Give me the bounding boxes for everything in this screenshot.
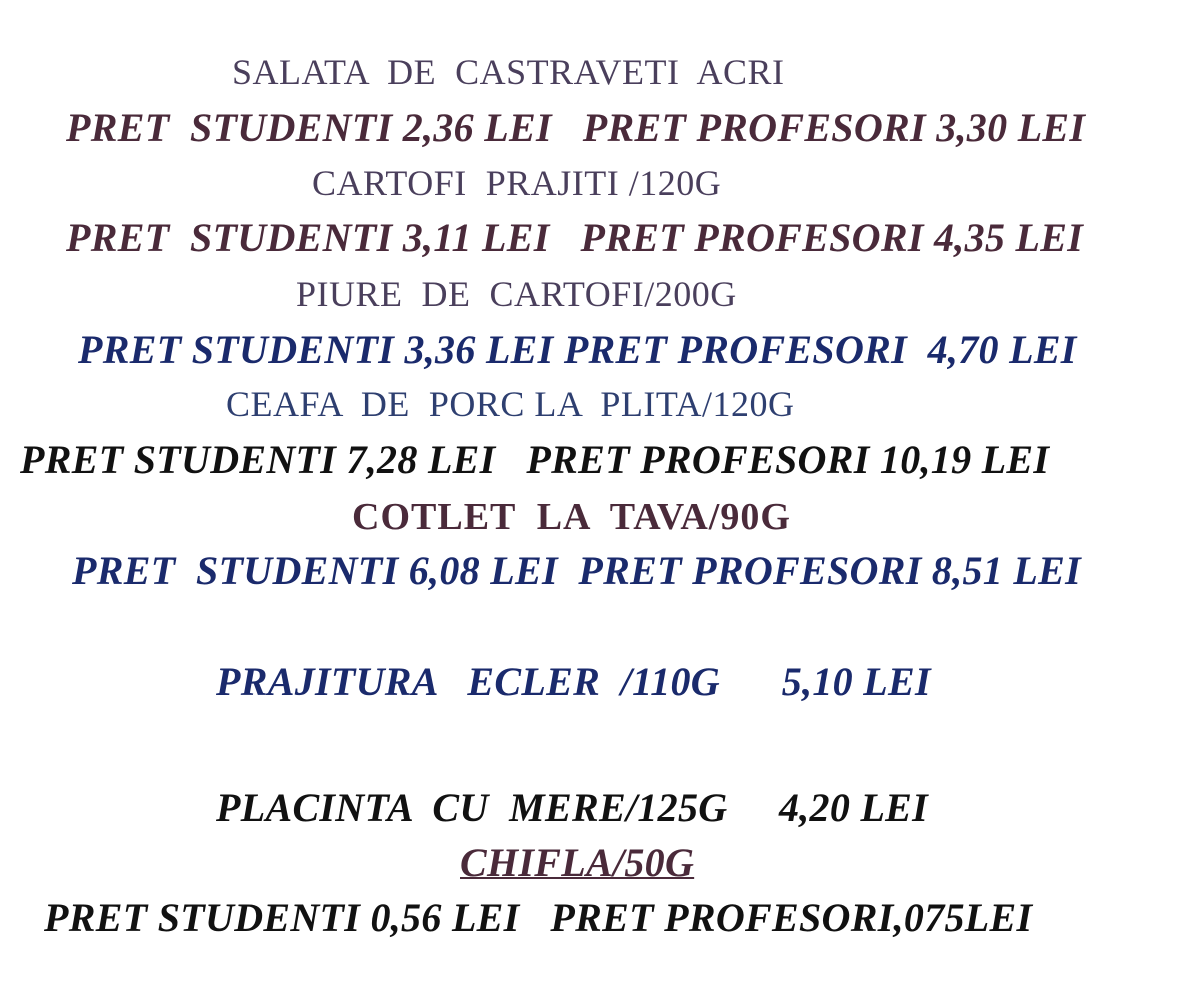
item-ceafa-price: PRET STUDENTI 7,28 LEI PRET PROFESORI 10,19 LEI	[20, 437, 1050, 482]
item-chifla-name: CHIFLA/50G	[460, 840, 695, 885]
item-chifla-price: PRET STUDENTI 0,56 LEI PRET PROFESORI,075LEI	[44, 895, 1033, 940]
item-salata-price: PRET STUDENTI 2,36 LEI PRET PROFESORI 3,30 LEI	[66, 105, 1086, 150]
item-ecler: PRAJITURA ECLER /110G 5,10 LEI	[216, 659, 931, 704]
item-salata-name: SALATA DE CASTRAVETI ACRI	[232, 52, 785, 92]
item-ceafa-name: CEAFA DE PORC LA PLITA/120G	[226, 384, 795, 424]
item-placinta: PLACINTA CU MERE/125G 4,20 LEI	[216, 785, 929, 830]
item-cotlet-price: PRET STUDENTI 6,08 LEI PRET PROFESORI 8,51 LEI	[72, 548, 1081, 593]
item-cotlet-name: COTLET LA TAVA/90G	[352, 496, 791, 538]
item-cartofi-prajiti-name: CARTOFI PRAJITI /120G	[312, 163, 722, 203]
item-piure-name: PIURE DE CARTOFI/200G	[296, 274, 737, 314]
item-cartofi-prajiti-price: PRET STUDENTI 3,11 LEI PRET PROFESORI 4,35 LEI	[66, 215, 1084, 260]
item-piure-price: PRET STUDENTI 3,36 LEI PRET PROFESORI 4,70 LEI	[78, 327, 1077, 372]
